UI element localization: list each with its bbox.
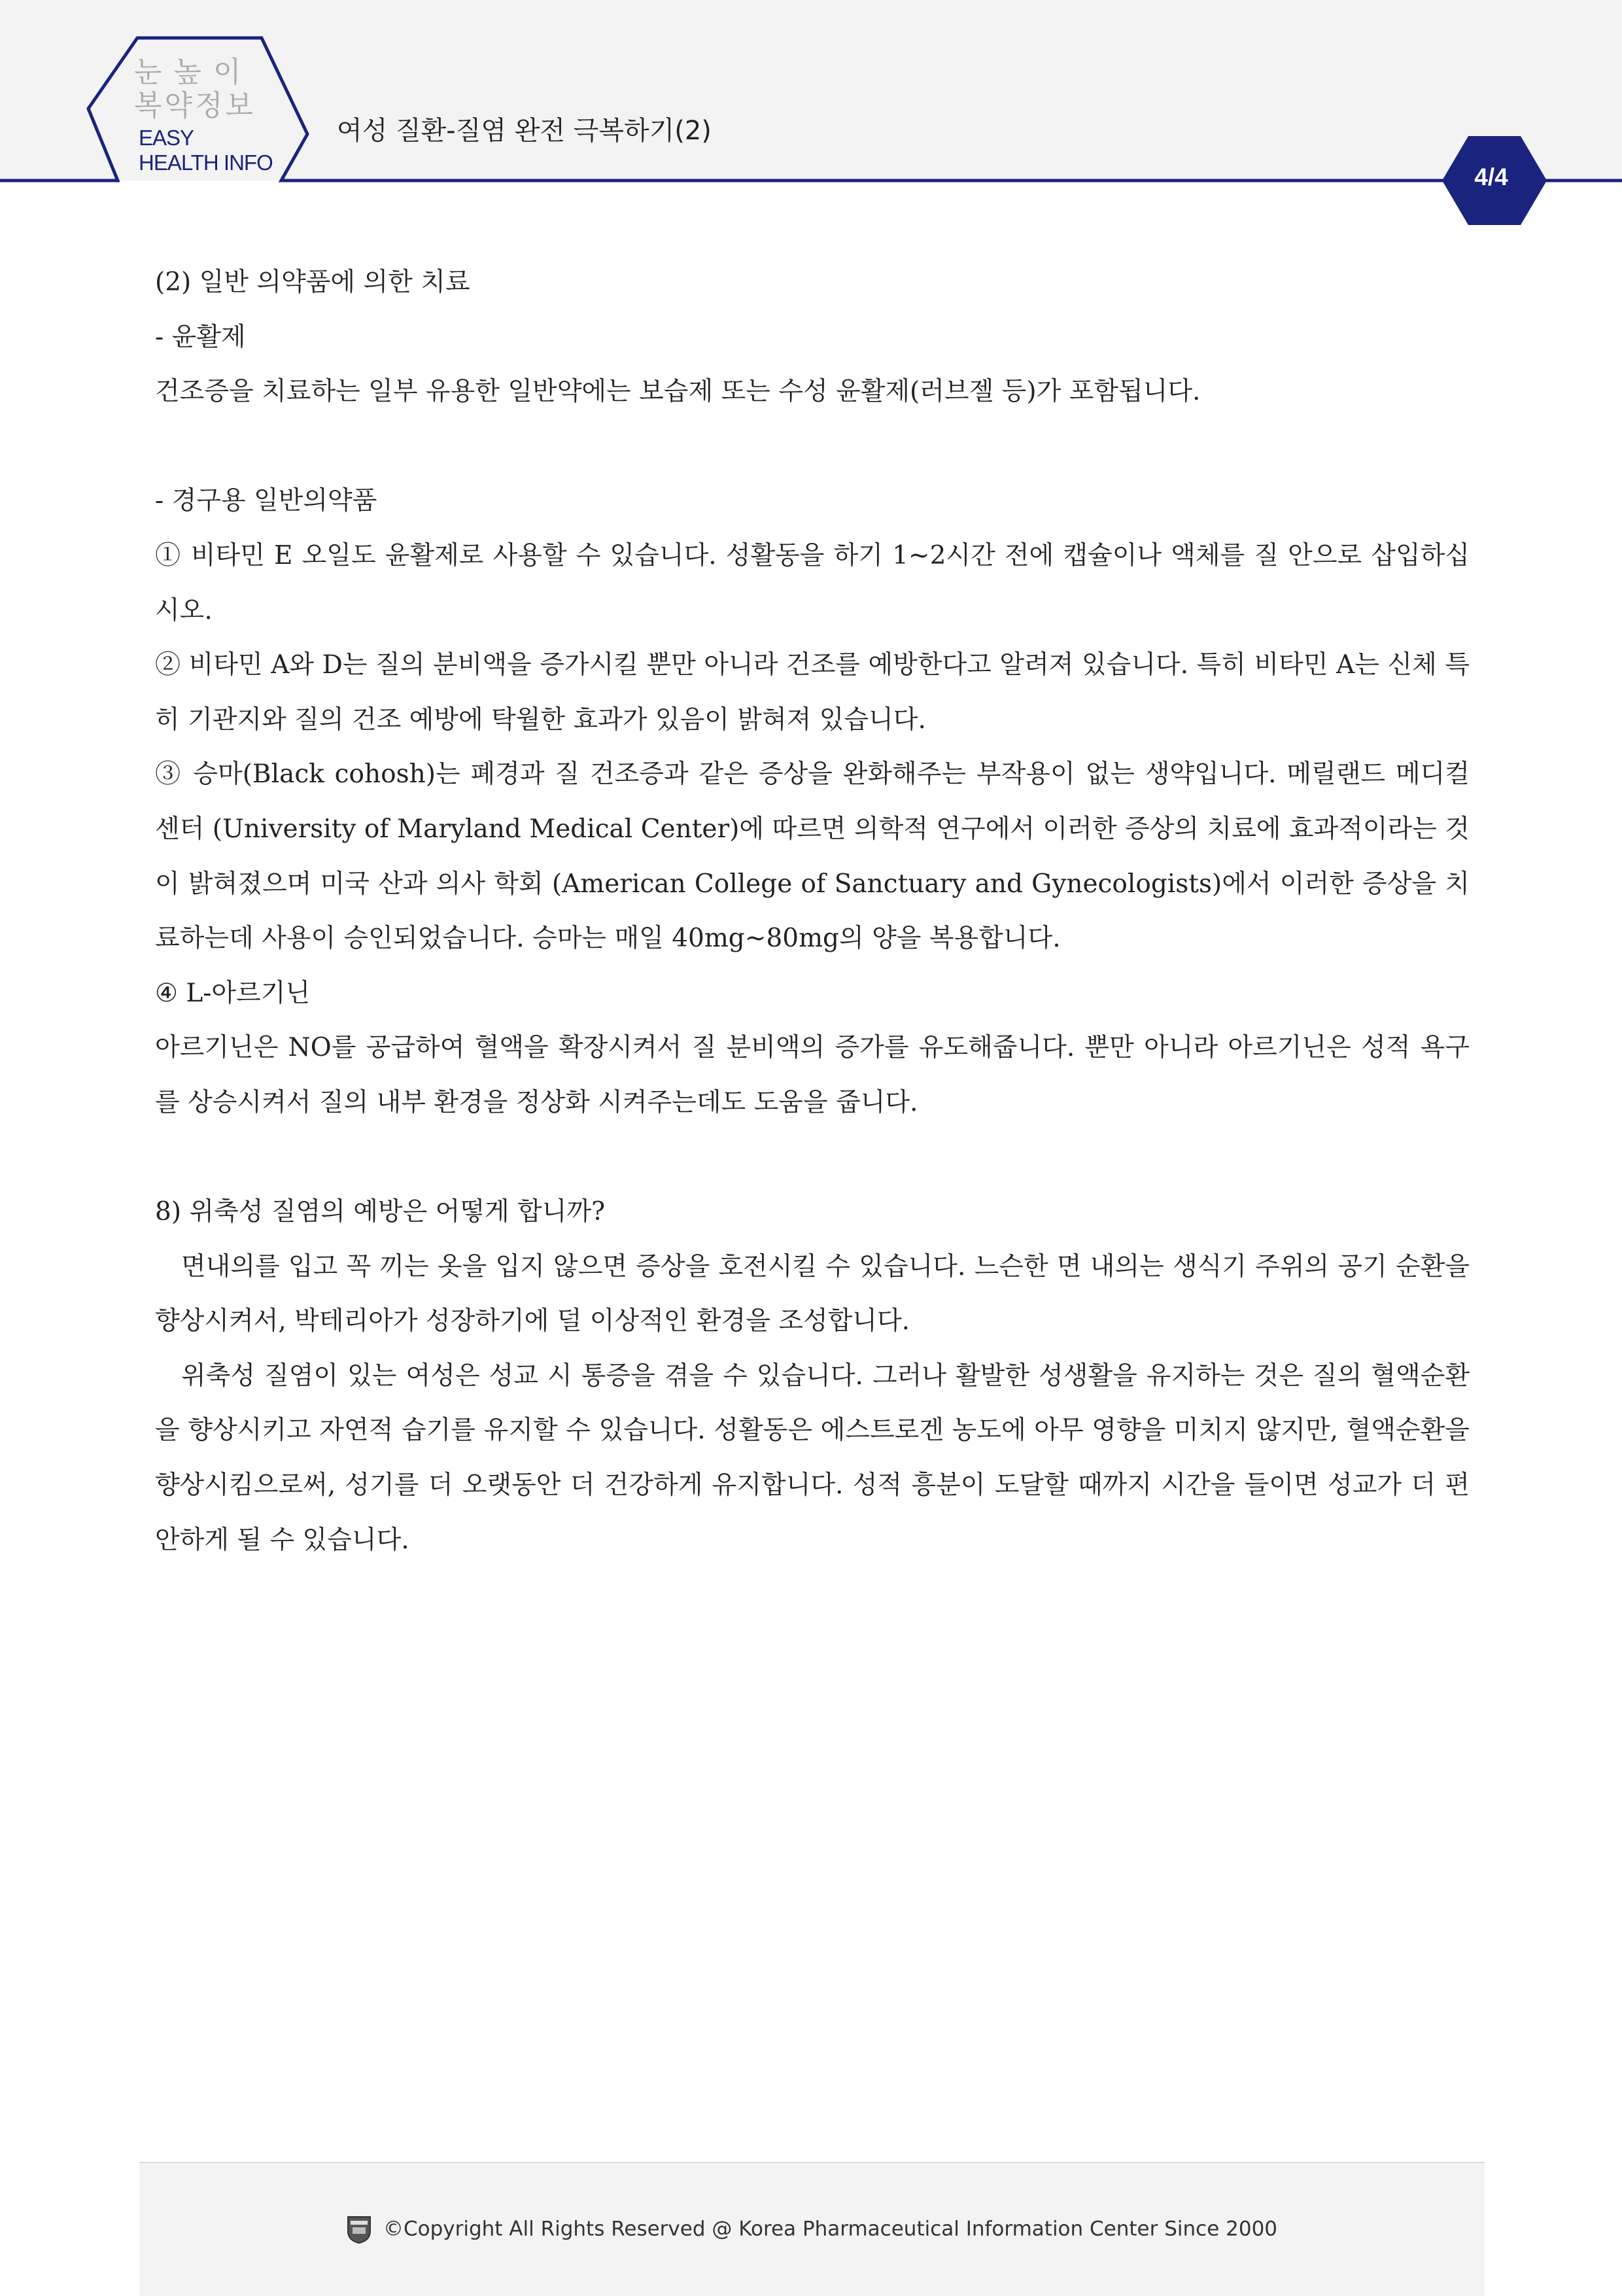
copyright-text: ©Copyright All Rights Reserved @ Korea Pharmaceutical Information Center Since 2000 [383, 2217, 1278, 2241]
brand-korean-line1: 눈높이 [134, 56, 253, 89]
section8-heading: 8) 위축성 질염의 예방은 어떻게 합니까? [155, 1197, 606, 1227]
subheading-oral-otc: - 경구용 일반의약품 [155, 486, 377, 516]
footer [139, 2162, 1485, 2296]
item-black-cohosh: ③ 승마(Black cohosh)는 폐경과 질 건조증과 같은 증상을 완화해주는 부작용이 없는 생약입니다. 메릴랜드 메디컬 센터 (University of Maryland Medical Center)에 따르면 의학적 연구에서 이러한 증상의 치료에 효과적이라는 것이 밝혀졌으며 미국 산과 의사 학회 (American College of Sanctuary and Gynecologists)에서 이러한 증상을 치료하는데 사용이 승인되었습니다. 승마는 매일 40mg~80mg의 양을 복용합니다. [155, 759, 1470, 954]
section8-paragraphs [155, 1240, 1470, 1568]
blank-line [155, 1130, 1470, 1185]
document-title: 여성 질환-질염 완전 극복하기(2) [337, 116, 712, 146]
item-l-arginine-heading: ④ L-아르기닌 [155, 978, 311, 1008]
lubricant-text: 건조증을 치료하는 일부 유용한 일반약에는 보습제 또는 수성 윤활제(러브젤 등)가 포함됩니다. [155, 377, 1201, 407]
blank-line [155, 419, 1470, 474]
subheading-lubricant: - 윤활제 [155, 322, 246, 352]
section8-paragraph: 위축성 질염이 있는 여성은 성교 시 통증을 겪을 수 있습니다. 그러나 활발한 성생활을 유지하는 것은 질의 혈액순환을 향상시키고 자연적 습기를 유지할 수 있습니다. 성활동은 에스트로겐 농도에 아무 영향을 미치지 않지만, 혈액순환을 향상시킴으로써, 성기를 더 오랫동안 더 건강하게 유지합니다. 성적 흥분이 도달할 때까지 시간을 들이면 성교가 더 편안하게 될 수 있습니다. [155, 1361, 1470, 1555]
section-heading: (2) 일반 의약품에 의한 치료 [155, 268, 470, 297]
section8-paragraph: 면내의를 입고 꼭 끼는 옷을 입지 않으면 증상을 호전시킬 수 있습니다. 느슨한 면 내의는 생식기 주위의 공기 순환을 향상시켜서, 박테리아가 성장하기에 덜 이상적인 환경을 조성합니다. [155, 1251, 1470, 1336]
document-body [155, 255, 1470, 1567]
item-vitamin-a-d: ② 비타민 A와 D는 질의 분비액을 증가시킬 뿐만 아니라 건조를 예방한다고 알려져 있습니다. 특히 비타민 A는 신체 특히 기관지와 질의 건조 예방에 탁월한 효과가 있음이 밝혀져 있습니다. [155, 650, 1470, 735]
brand-english-line1: EASY [139, 126, 194, 150]
kpic-logo-icon [347, 2216, 371, 2244]
brand-english-line2: HEALTH INFO [139, 150, 273, 175]
brand-korean-line2: 복약정보 [134, 89, 256, 122]
page-number: 4/4 [1474, 164, 1508, 190]
item-vitamin-e: ① 비타민 E 오일도 윤활제로 사용할 수 있습니다. 성활동을 하기 1~2시간 전에 캡슐이나 액체를 질 안으로 삽입하십시오. [155, 540, 1470, 625]
item-l-arginine-text: 아르기닌은 NO를 공급하여 혈액을 확장시켜서 질 분비액의 증가를 유도해줍니다. 뿐만 아니라 아르기닌은 성적 욕구를 상승시켜서 질의 내부 환경을 정상화 시켜주는데도 도움을 줍니다. [155, 1033, 1470, 1117]
footer-copyright-row [139, 2216, 1485, 2244]
oral-otc-items [155, 529, 1470, 1130]
